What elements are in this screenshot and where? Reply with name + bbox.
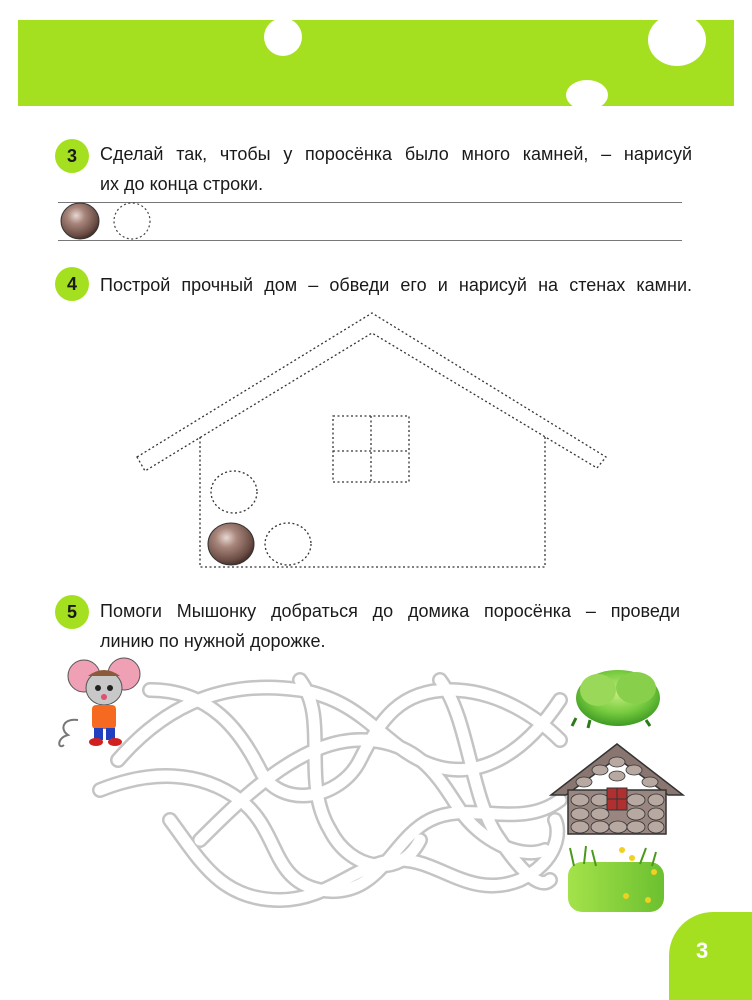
instruction-line: Помоги Мышонку добраться до домика поросёнка – проведи <box>100 601 680 621</box>
bush-icon <box>572 670 660 728</box>
page-number-tab <box>669 912 752 1000</box>
instruction-line: Сделай так, чтобы у поросёнка было много камней, – нарисуй <box>100 144 692 164</box>
task-number-badge: 4 <box>55 267 89 301</box>
task-number-badge: 3 <box>55 139 89 173</box>
stone-house-icon <box>551 744 683 834</box>
instruction-line: линию по нужной дорожке. <box>100 631 326 651</box>
grass-icon <box>568 846 664 912</box>
instruction-line: их до конца строки. <box>100 174 264 194</box>
instruction-line: Построй прочный дом – обведи его и нарисуй на стенах камни. <box>100 275 692 295</box>
task-number-badge: 5 <box>55 595 89 629</box>
page-number: 3 <box>696 938 709 963</box>
